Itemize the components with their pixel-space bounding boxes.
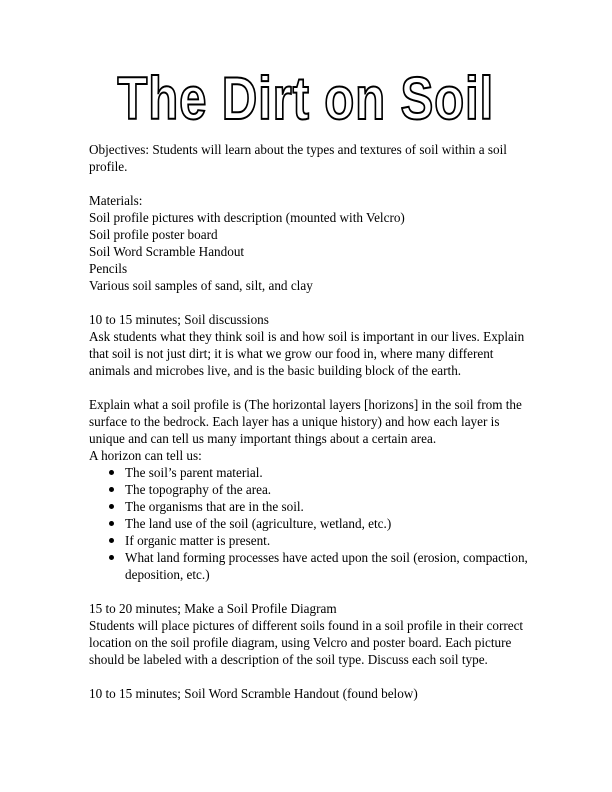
materials-item: Pencils	[89, 261, 128, 276]
section-heading	[89, 311, 531, 328]
spacer	[89, 583, 531, 600]
section-heading	[89, 600, 531, 617]
materials-item: Soil Word Scramble Handout	[89, 244, 245, 259]
title-block	[0, 66, 612, 132]
spacer	[89, 379, 531, 396]
bullet-item: If organic matter is present.	[125, 532, 531, 549]
objectives-label: Objectives:	[89, 142, 150, 157]
lesson-content	[89, 141, 531, 702]
diagram-paragraph: Students will place pictures of different soils found in a soil profile in their correct location on the soil profile diagram, using Velcro and poster board. Each picture should be labeled with a description of the soil type. Discuss each soil type.	[89, 618, 524, 667]
soil-profile-paragraph: Explain what a soil profile is (The horizontal layers [horizons] in the soil from the surface to the bedrock. Each layer has a unique history) and how each layer is unique and can tell us many important things about a certain area.	[89, 397, 522, 446]
spacer	[89, 294, 531, 311]
section-name: Make a Soil Profile Diagram	[180, 601, 337, 616]
bullet-item: The organisms that are in the soil.	[125, 498, 531, 515]
materials-label: Materials:	[89, 193, 143, 208]
bullet-item: What land forming processes have acted upon the soil (erosion, compaction, deposition, etc.)	[125, 549, 531, 583]
objectives-text: Students will learn about the types and textures of soil within a soil profile.	[89, 142, 507, 174]
page-title: The Dirt on Soil	[117, 65, 495, 132]
spacer	[89, 175, 531, 192]
horizon-bullet-list	[89, 464, 531, 583]
section-time: 10 to 15 minutes;	[89, 312, 181, 327]
section-time: 10 to 15 minutes;	[89, 686, 181, 701]
section-time: 15 to 20 minutes;	[89, 601, 181, 616]
bullet-item: The land use of the soil (agriculture, wetland, etc.)	[125, 515, 531, 532]
spacer	[89, 668, 531, 685]
section-heading	[89, 685, 531, 702]
bullet-item: The topography of the area.	[125, 481, 531, 498]
discussion-paragraph: Ask students what they think soil is and how soil is important in our lives. Explain that soil is not just dirt; it is what we grow our food in, where many different animals and microbes live, and is the basic building block of the earth.	[89, 329, 525, 378]
materials-item: Soil profile poster board	[89, 227, 218, 242]
horizon-intro: A horizon can tell us:	[89, 448, 202, 463]
section-name: Soil discussions	[180, 312, 269, 327]
materials-item: Soil profile pictures with description (mounted with Velcro)	[89, 210, 405, 225]
bullet-item: The soil’s parent material.	[125, 464, 531, 481]
materials-item: Various soil samples of sand, silt, and clay	[89, 278, 313, 293]
objectives-paragraph	[89, 141, 531, 175]
section-name: Soil Word Scramble Handout (found below)	[180, 686, 418, 701]
